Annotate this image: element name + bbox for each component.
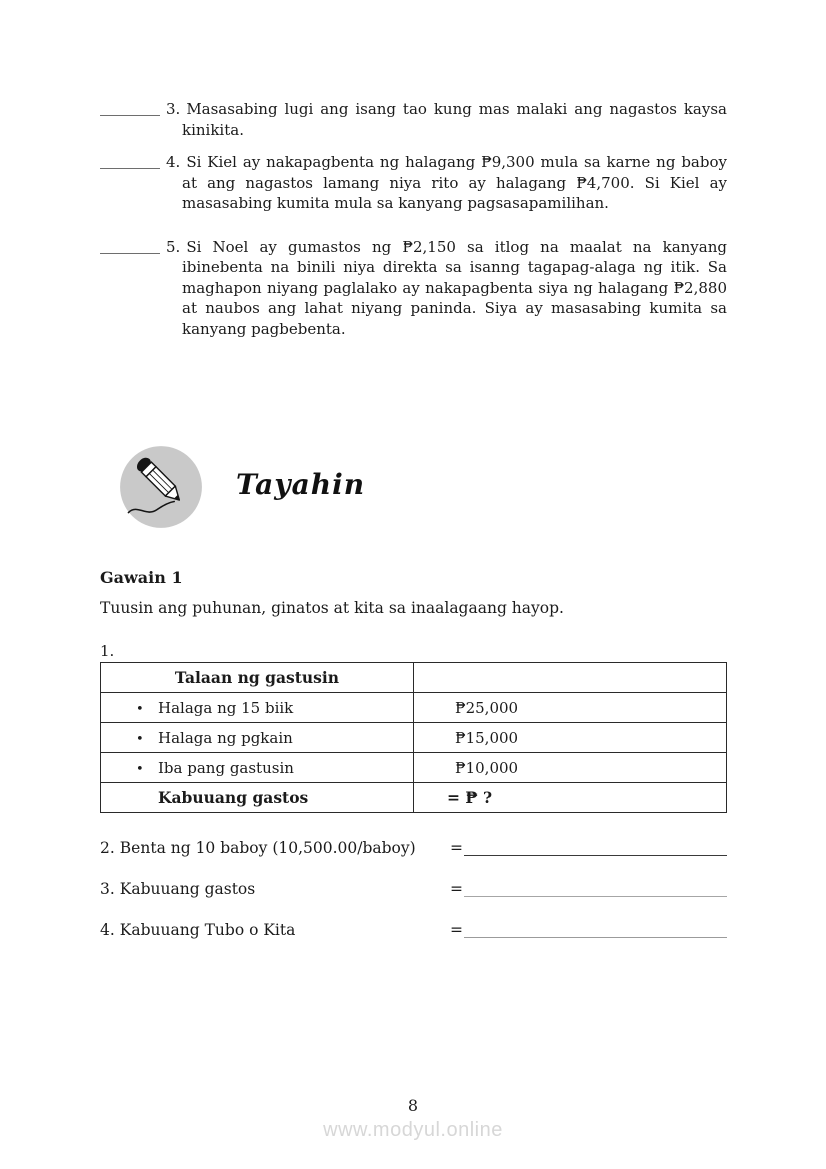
item-1-number: 1.	[100, 642, 115, 660]
answer-blank	[100, 238, 160, 254]
table-footer-row	[101, 783, 727, 813]
calc-number: 4.	[100, 921, 115, 939]
section-header	[117, 443, 365, 531]
equals-sign: =	[450, 880, 463, 898]
bullet-icon: •	[136, 761, 144, 777]
expense-label: Halaga ng 15 biik	[158, 698, 294, 717]
activity-heading: Gawain 1	[100, 568, 183, 587]
calc-label	[100, 921, 450, 939]
pencil-writing-icon	[117, 443, 205, 531]
answer-line	[464, 880, 727, 897]
expense-table	[100, 662, 727, 813]
bullet-icon: •	[136, 701, 144, 717]
expense-label-cell	[101, 693, 414, 723]
question-number: 4.	[166, 153, 181, 171]
answer-line	[464, 839, 727, 856]
table-row	[101, 753, 727, 783]
question-number: 3.	[166, 100, 181, 118]
total-value-cell: = ₱ ?	[414, 783, 727, 813]
table-row	[101, 693, 727, 723]
table-row	[101, 723, 727, 753]
section-title: Tayahin	[236, 467, 366, 501]
question-text: Si Noel ay gumastos ng ₱2,150 sa itlog na maalat na kanyang ibinebenta na binili niya direkta sa isanng tagapag-alaga ng itik. Sa maghapon niyang paglalako ay nakapagbenta siya ng halagang ₱2,880 at naubos ang lahat niyang paninda. Siya ay masasabing kumita sa kanyang pagbebenta.	[182, 237, 727, 338]
calc-text: Benta ng 10 baboy (10,500.00/baboy)	[119, 839, 416, 857]
expense-label: Iba pang gastusin	[158, 758, 294, 777]
page-number: 8	[407, 1096, 419, 1115]
equals-sign: =	[450, 839, 463, 857]
table-header-cell: Talaan ng gastusin	[101, 663, 414, 693]
calc-item	[100, 839, 727, 857]
question-number: 5.	[166, 237, 181, 256]
question-item	[100, 99, 727, 140]
calc-label	[100, 839, 450, 857]
expense-value-cell: ₱15,000	[414, 723, 727, 753]
expense-value-cell: ₱25,000	[414, 693, 727, 723]
expense-label-cell	[101, 753, 414, 783]
answer-blank	[100, 153, 160, 169]
table-header-empty-cell	[414, 663, 727, 693]
equals-sign: =	[450, 921, 463, 939]
calc-text: Kabuuang Tubo o Kita	[119, 921, 296, 939]
expense-label: Halaga ng pgkain	[158, 728, 293, 747]
calc-item	[100, 880, 727, 898]
calc-text: Kabuuang gastos	[119, 880, 256, 898]
total-label-cell: Kabuuang gastos	[101, 783, 414, 813]
activity-instruction: Tuusin ang puhunan, ginatos at kita sa inaalagaang hayop.	[100, 599, 564, 617]
watermark: www.modyul.online	[323, 1119, 503, 1141]
question-item	[100, 152, 727, 214]
question-list	[100, 99, 727, 339]
bullet-icon: •	[136, 731, 144, 747]
question-text: Si Kiel ay nakapagbenta ng halagang ₱9,300 mula sa karne ng baboy at ang nagastos lamang niya rito ay halagang ₱4,700. Si Kiel ay masasabing kumita mula sa kanyang pagsasapamilihan.	[182, 153, 727, 212]
question-text-block	[166, 99, 727, 140]
answer-line	[464, 921, 727, 938]
calc-item	[100, 921, 727, 939]
calc-label	[100, 880, 450, 898]
calc-number: 2.	[100, 839, 115, 857]
table-header-row	[101, 663, 727, 693]
calc-number: 3.	[100, 880, 115, 898]
question-text-block	[166, 237, 727, 340]
question-text-block	[166, 152, 727, 214]
question-item	[100, 237, 727, 340]
expense-label-cell	[101, 723, 414, 753]
answer-blank	[100, 100, 160, 116]
question-text: Masasabing lugi ang isang tao kung mas malaki ang nagastos kaysa kinikita.	[182, 100, 727, 139]
expense-value-cell: ₱10,000	[414, 753, 727, 783]
